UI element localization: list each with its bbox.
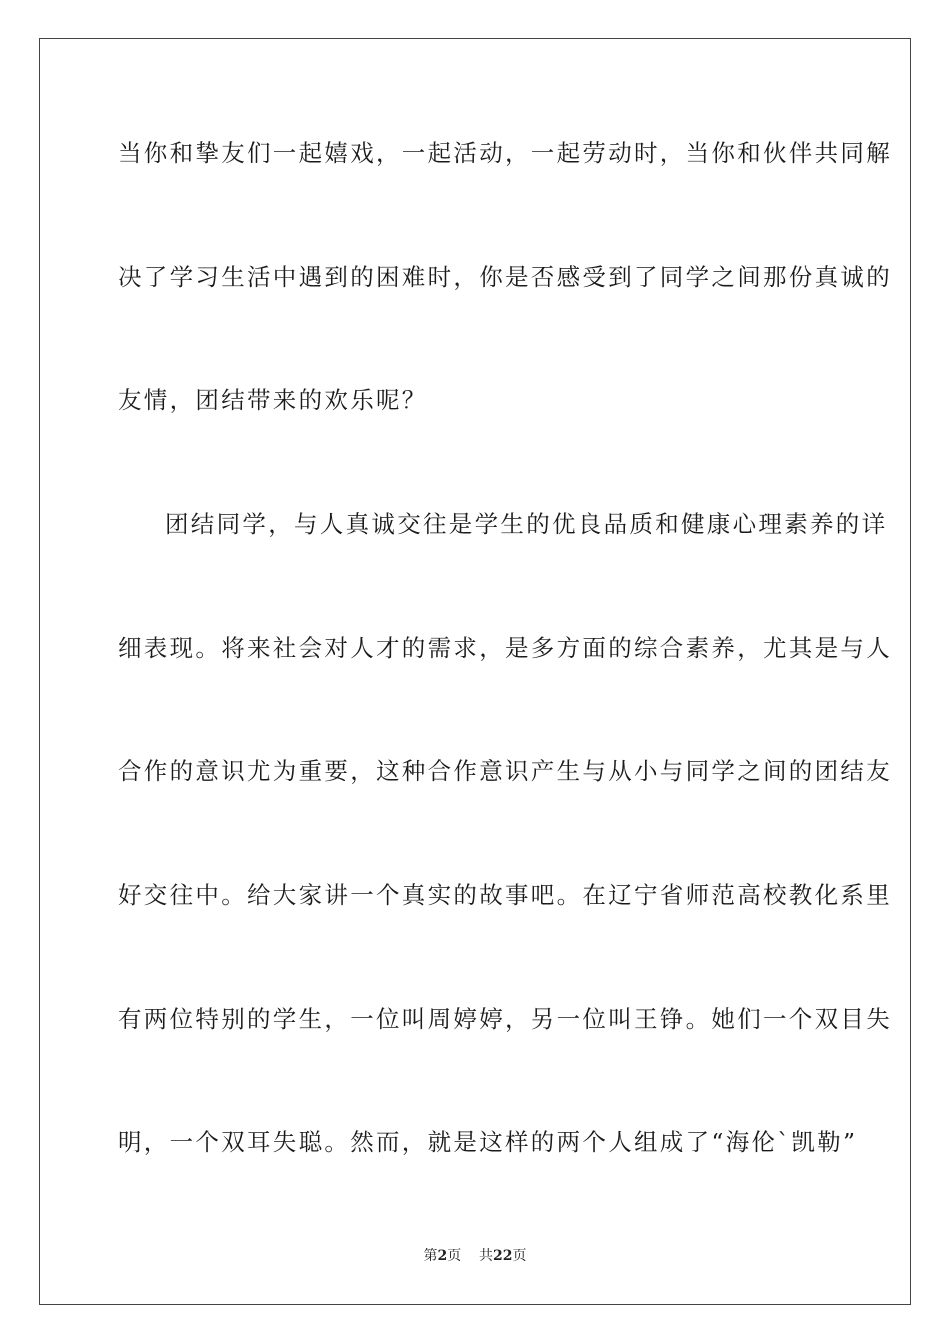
text-line: 有两位特别的学生，一位叫周婷婷，另一位叫王铮。她们一个双目失 xyxy=(118,1005,892,1033)
text-line-paragraph-start: 团结同学，与人真诚交往是学生的优良品质和健康心理素养的详 xyxy=(165,510,888,538)
text-line: 细表现。将来社会对人才的需求，是多方面的综合素养，尤其是与人 xyxy=(118,634,892,662)
total-pages: 22 xyxy=(493,1248,513,1264)
total-suffix: 页 xyxy=(512,1248,527,1264)
page-prefix: 第 xyxy=(423,1248,438,1264)
text-line: 好交往中。给大家讲一个真实的故事吧。在辽宁省师范高校教化系里 xyxy=(118,881,892,909)
text-line: 合作的意识尤为重要，这种合作意识产生与从小与同学之间的团结友 xyxy=(118,757,892,785)
page-number: 2 xyxy=(437,1248,448,1264)
page-suffix: 页 xyxy=(447,1248,462,1264)
page-footer xyxy=(0,1246,950,1266)
page-border xyxy=(39,38,911,1305)
text-line: 友情，团结带来的欢乐呢？ xyxy=(118,386,428,414)
text-line: 决了学习生活中遇到的困难时，你是否感受到了同学之间那份真诚的 xyxy=(118,263,892,291)
total-prefix: 共 xyxy=(479,1248,494,1264)
text-line: 明，一个双耳失聪。然而，就是这样的两个人组成了“海伦`凯勒” xyxy=(118,1128,858,1156)
text-line: 当你和挚友们一起嬉戏，一起活动，一起劳动时，当你和伙伴共同解 xyxy=(118,139,892,167)
